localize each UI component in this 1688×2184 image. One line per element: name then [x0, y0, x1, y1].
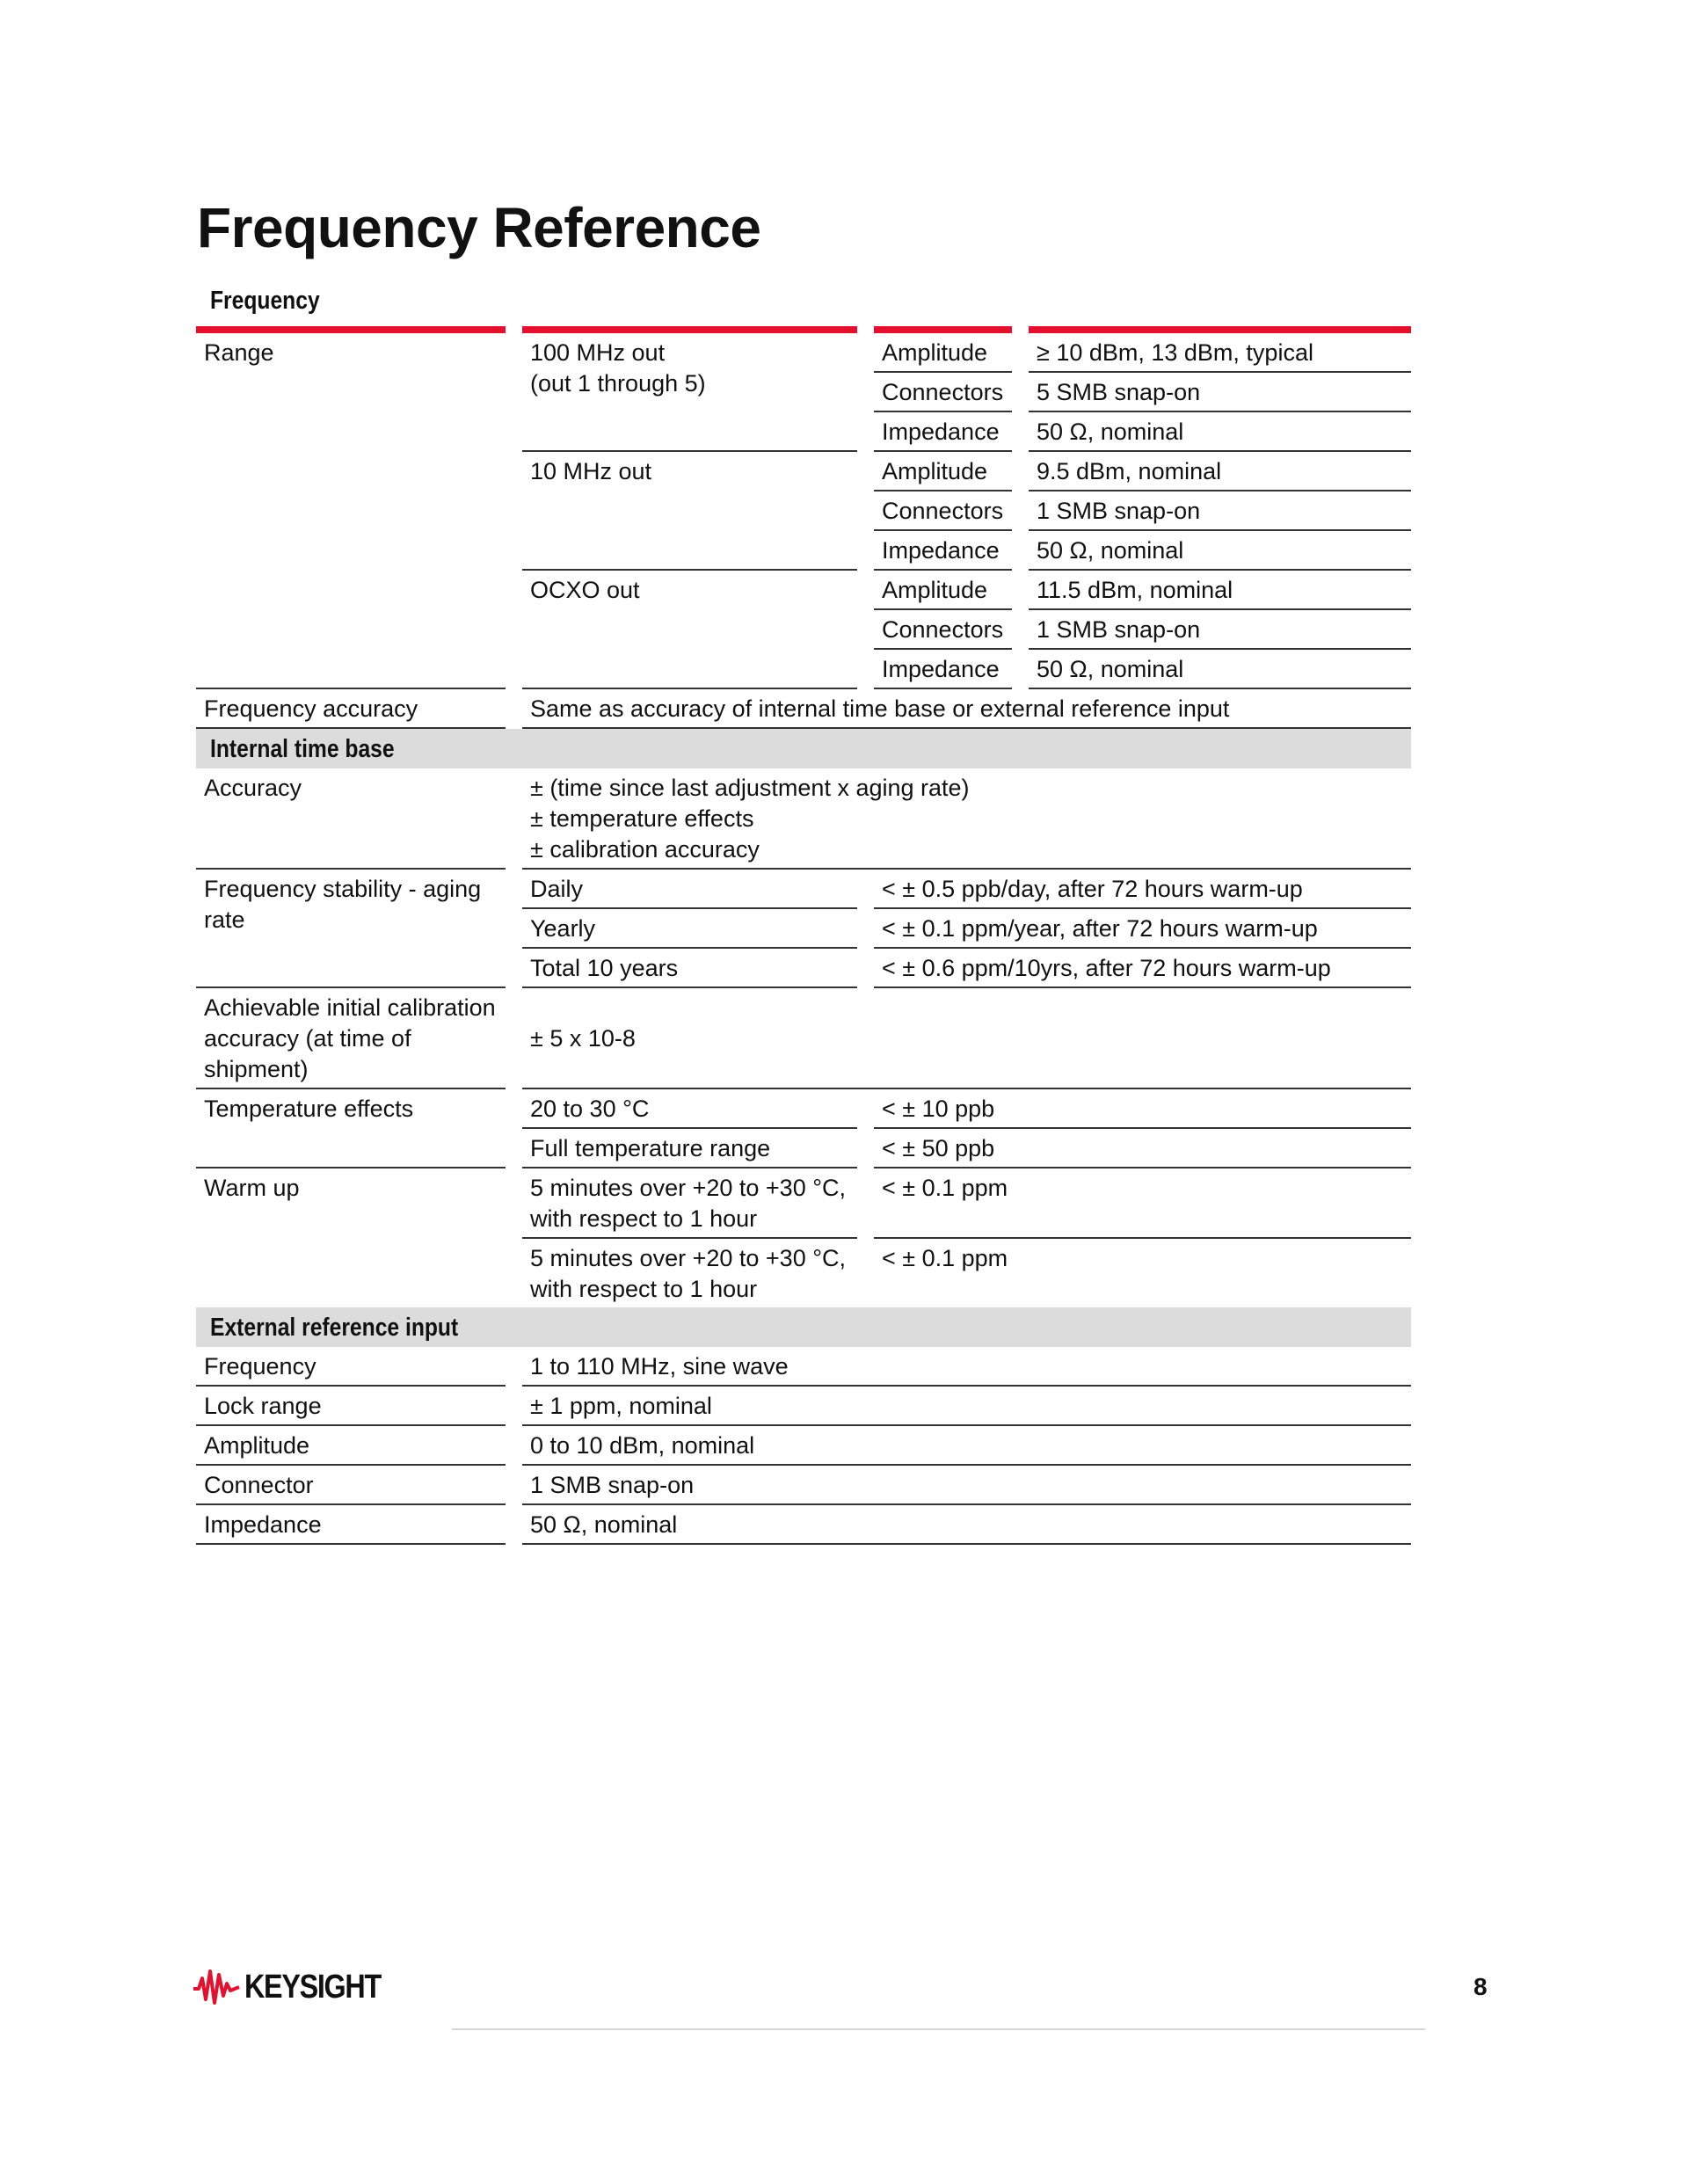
- spec-value: 9.5 dBm, nominal: [1029, 452, 1411, 491]
- section-heading-frequency: Frequency: [210, 287, 320, 315]
- section-band-internal: [196, 729, 1411, 768]
- page-title: Frequency Reference: [197, 196, 761, 259]
- spec-key: Total 10 years: [522, 949, 857, 988]
- spec-key: Connectors: [874, 491, 1012, 531]
- spec-value: 1 to 110 MHz, sine wave: [522, 1347, 1411, 1387]
- output-name: OCXO out: [522, 571, 857, 689]
- spec-key: Amplitude: [874, 571, 1012, 610]
- keysight-wave-icon: [192, 1968, 241, 2006]
- spec-key: Connectors: [874, 610, 1012, 650]
- spec-key: Impedance: [874, 531, 1012, 571]
- output-name: [522, 326, 857, 452]
- spec-value: ≥ 10 dBm, 13 dBm, typical: [1029, 326, 1411, 373]
- spec-key: Connectors: [874, 373, 1012, 412]
- spec-key: Daily: [522, 870, 857, 909]
- output-title: 100 MHz out: [530, 339, 666, 366]
- spec-key: Amplitude: [874, 452, 1012, 491]
- spec-key: Impedance: [196, 1505, 506, 1545]
- spec-key: Amplitude: [196, 1426, 506, 1466]
- spec-key: Lock range: [196, 1387, 506, 1426]
- spec-value: 0 to 10 dBm, nominal: [522, 1426, 1411, 1466]
- spec-key: Full temperature range: [522, 1129, 857, 1168]
- spec-key: Amplitude: [874, 326, 1012, 373]
- spec-value: 1 SMB snap-on: [1029, 491, 1411, 531]
- spec-key: Achievable initial calibration accuracy (at time of shipment): [196, 988, 506, 1089]
- output-name: 10 MHz out: [522, 452, 857, 571]
- spec-value: Same as accuracy of internal time base or external reference input: [522, 689, 1411, 729]
- spec-value: < ± 0.6 ppm/10yrs, after 72 hours warm-up: [874, 949, 1411, 988]
- spec-key: 5 minutes over +20 to +30 °C, with respect to 1 hour: [522, 1168, 857, 1239]
- page-number: 8: [1473, 1973, 1488, 2000]
- spec-value: ± 5 x 10-8: [522, 988, 1411, 1089]
- spec-value: [522, 768, 1411, 870]
- section-heading: Internal time base: [210, 735, 395, 763]
- spec-key: Accuracy: [196, 768, 506, 870]
- spec-key: Impedance: [874, 412, 1012, 452]
- accuracy-line: ± temperature effects: [530, 805, 754, 832]
- spec-value: 5 SMB snap-on: [1029, 373, 1411, 412]
- brand-name: KEYSIGHT: [244, 1968, 381, 2006]
- spec-value: 11.5 dBm, nominal: [1029, 571, 1411, 610]
- accuracy-line: ± (time since last adjustment x aging rate): [530, 775, 970, 801]
- spec-value: 1 SMB snap-on: [1029, 610, 1411, 650]
- spec-key: Warm up: [204, 1175, 300, 1201]
- spec-key: 20 to 30 °C: [522, 1089, 857, 1129]
- spec-value: < ± 0.1 ppm: [882, 1245, 1008, 1271]
- spec-key: Frequency stability - aging rate: [196, 870, 506, 988]
- spec-value: < ± 10 ppb: [874, 1089, 1411, 1129]
- output-note: (out 1 through 5): [530, 370, 706, 397]
- section-heading: External reference input: [210, 1314, 459, 1342]
- keysight-logo: [192, 1968, 404, 2006]
- spec-value: 50 Ω, nominal: [1029, 531, 1411, 571]
- spec-value: ± 1 ppm, nominal: [522, 1387, 1411, 1426]
- spec-value: 1 SMB snap-on: [522, 1466, 1411, 1505]
- spec-key: 5 minutes over +20 to +30 °C, with respect to 1 hour: [530, 1245, 847, 1302]
- spec-key: Temperature effects: [196, 1089, 506, 1168]
- spec-key: Impedance: [874, 650, 1012, 689]
- section-band-external: [196, 1307, 1411, 1347]
- spec-key: Connector: [196, 1466, 506, 1505]
- spec-key: Frequency: [196, 1347, 506, 1387]
- footer-divider: [452, 2028, 1425, 2030]
- spec-value: < ± 0.1 ppm/year, after 72 hours warm-up: [874, 909, 1411, 949]
- range-label: Range: [196, 326, 506, 689]
- spec-value: 50 Ω, nominal: [522, 1505, 1411, 1545]
- spec-value: < ± 0.1 ppm: [874, 1168, 1411, 1239]
- accuracy-line: ± calibration accuracy: [530, 836, 760, 863]
- spec-value: < ± 0.5 ppb/day, after 72 hours warm-up: [874, 870, 1411, 909]
- spec-table: [179, 326, 1428, 1545]
- spec-value: < ± 50 ppb: [874, 1129, 1411, 1168]
- spec-key: Frequency accuracy: [196, 689, 506, 729]
- spec-key: Yearly: [522, 909, 857, 949]
- spec-value: 50 Ω, nominal: [1029, 650, 1411, 689]
- spec-value: 50 Ω, nominal: [1029, 412, 1411, 452]
